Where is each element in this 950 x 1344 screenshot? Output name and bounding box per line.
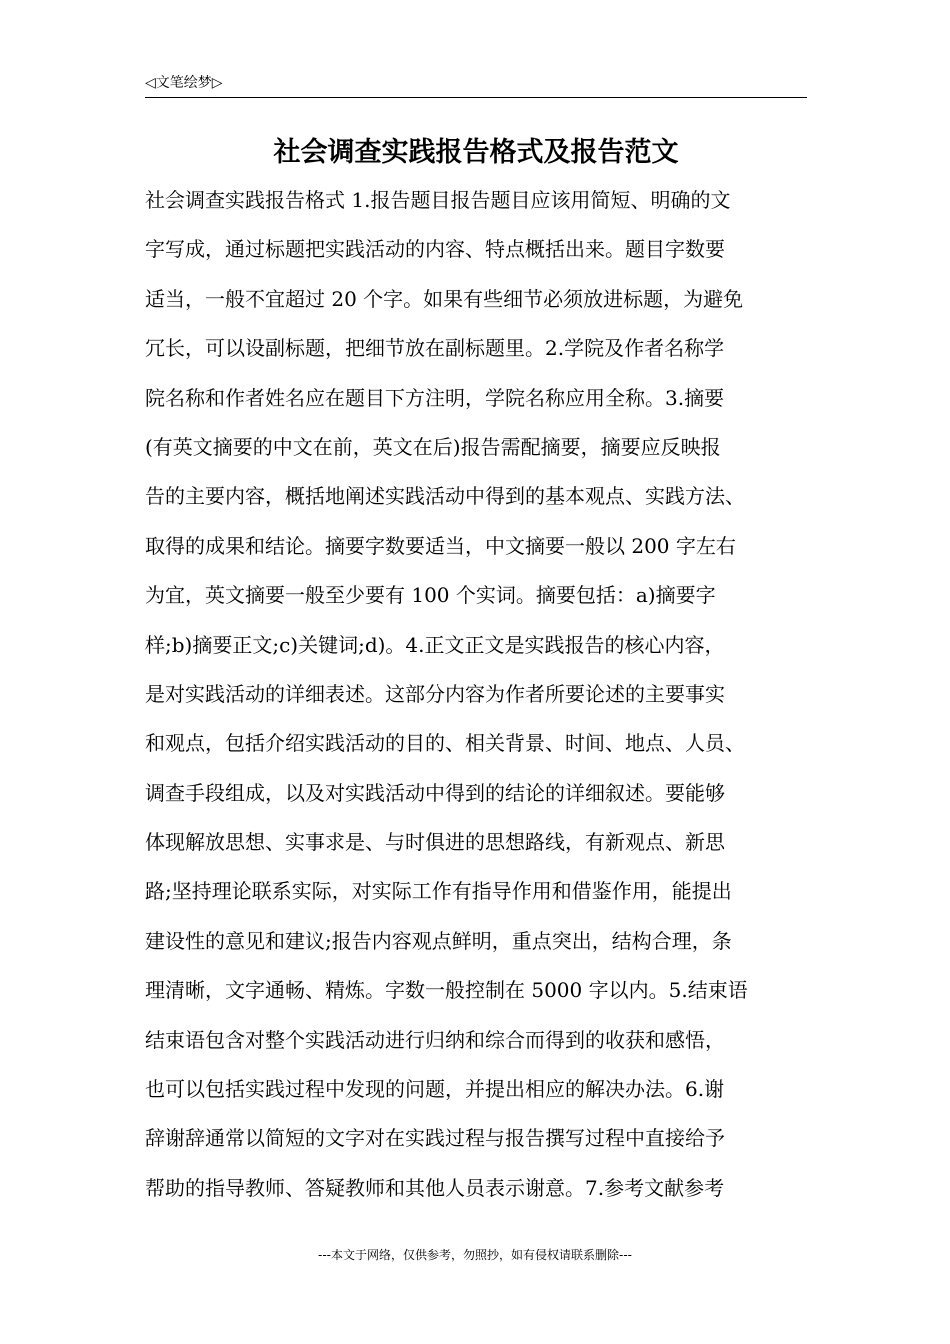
header-divider	[145, 97, 807, 98]
body-line: (有英文摘要的中文在前，英文在后)报告需配摘要，摘要应反映报	[145, 434, 721, 459]
body-line: 体现解放思想、实事求是、与时俱进的思想路线，有新观点、新思	[145, 830, 725, 855]
body-line: 为宜，英文摘要一般至少要有 100 个实词。摘要包括：a)摘要字	[145, 583, 716, 608]
body-line: 字写成，通过标题把实践活动的内容、特点概括出来。题目字数要	[145, 237, 725, 262]
document-title: 社会调查实践报告格式及报告范文	[273, 137, 679, 168]
body-line: 建设性的意见和建议;报告内容观点鲜明，重点突出，结构合理，条	[145, 928, 732, 953]
body-line: 社会调查实践报告格式 1.报告题目报告题目应该用简短、明确的文	[145, 188, 731, 212]
page-footer: ---本文于网络，仅供参考，勿照抄，如有侵权请联系删除---	[318, 1248, 632, 1262]
body-line: 帮助的指导教师、答疑教师和其他人员表示谢意。7.参考文献参考	[145, 1175, 725, 1200]
body-line: 取得的成果和结论。摘要字数要适当，中文摘要一般以 200 字左右	[145, 533, 736, 558]
body-line: 路;坚持理论联系实际，对实际工作有指导作用和借鉴作用，能提出	[145, 879, 732, 904]
body-line: 样;b)摘要正文;c)关键词;d)。4.正文正文是实践报告的核心内容，	[145, 632, 725, 657]
body-line: 是对实践活动的详细表述。这部分内容为作者所要论述的主要事实	[145, 681, 725, 706]
body-line: 理清晰，文字通畅、精炼。字数一般控制在 5000 字以内。5.结束语	[145, 978, 748, 1003]
document-body	[145, 176, 835, 1213]
body-line: 辞谢辞通常以简短的文字对在实践过程与报告撰写过程中直接给予	[145, 1126, 725, 1151]
body-line: 告的主要内容，概括地阐述实践活动中得到的基本观点、实践方法、	[145, 484, 745, 509]
body-line: 和观点，包括介绍实践活动的目的、相关背景、时间、地点、人员、	[145, 731, 745, 756]
body-line: 适当，一般不宜超过 20 个字。如果有些细节必须放进标题，为避免	[145, 286, 744, 311]
page-header: ◁文笔绘梦▷	[145, 75, 223, 91]
body-line: 也可以包括实践过程中发现的问题，并提出相应的解决办法。6.谢	[145, 1077, 725, 1102]
body-line: 调查手段组成，以及对实践活动中得到的结论的详细叙述。要能够	[145, 780, 725, 805]
body-line: 结束语包含对整个实践活动进行归纳和综合而得到的收获和感悟，	[145, 1027, 725, 1052]
body-line: 冗长，可以设副标题，把细节放在副标题里。2.学院及作者名称学	[145, 336, 725, 361]
body-line: 院名称和作者姓名应在题目下方注明，学院名称应用全称。3.摘要	[145, 385, 725, 410]
